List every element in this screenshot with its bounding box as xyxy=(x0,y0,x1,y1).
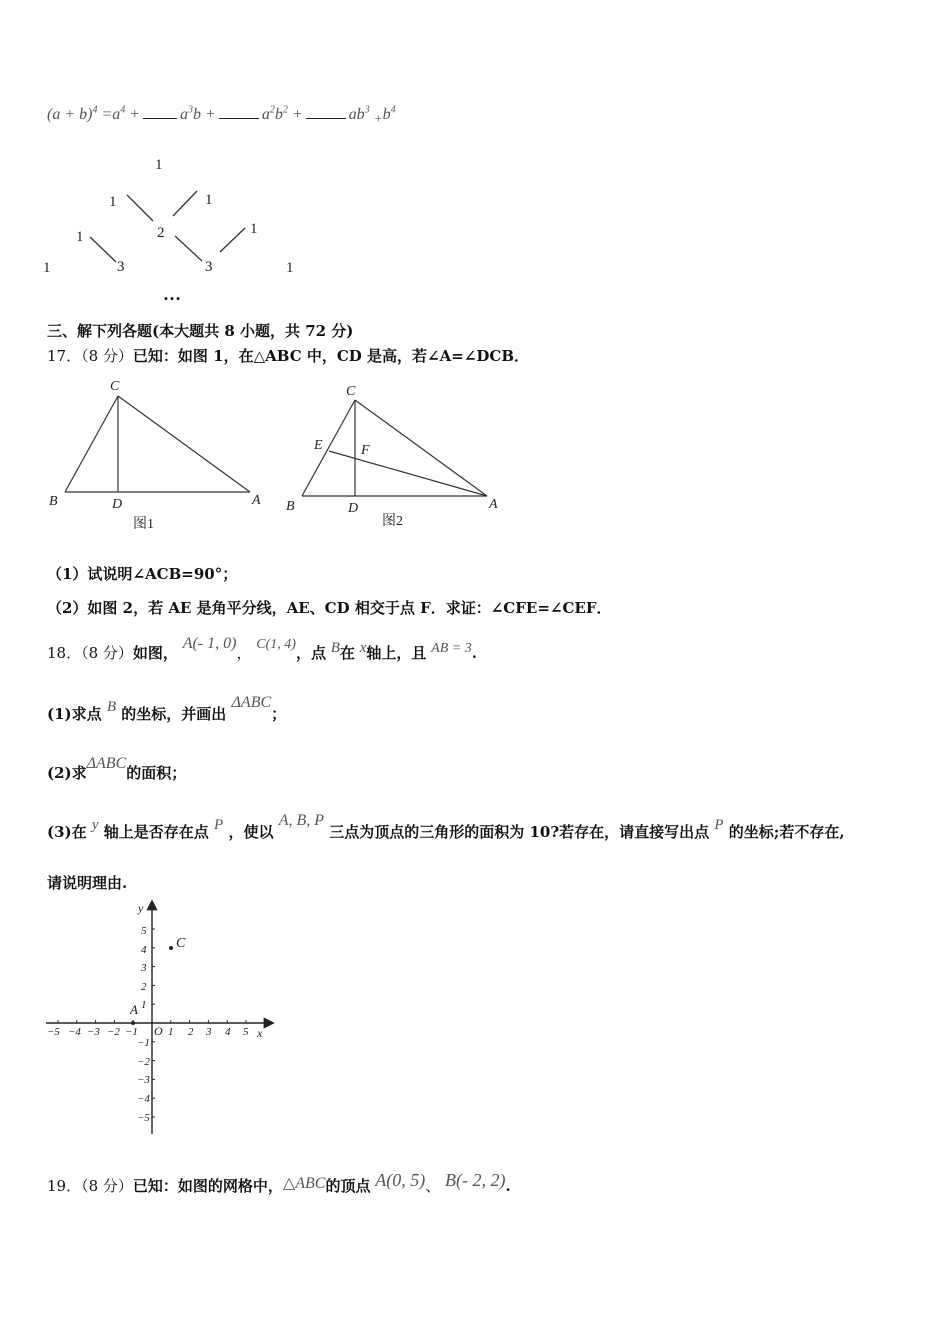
q17-figures xyxy=(40,372,520,537)
q18-p2-triangle: ΔABC xyxy=(86,755,127,772)
q18-part1 xyxy=(47,694,287,724)
q18-text: . xyxy=(471,644,477,662)
q18-comma: ， xyxy=(236,644,252,662)
equals: = xyxy=(101,106,113,123)
plot-origin: O xyxy=(154,1024,163,1038)
pascal-line xyxy=(175,236,202,261)
pascal-r4-3: 3 xyxy=(205,259,213,275)
q19-text: 已知：如图的网格中， xyxy=(132,1177,283,1195)
plot-point-C xyxy=(169,946,173,950)
x-tick-label-4: 4 xyxy=(225,1026,231,1038)
q18-p3-text: (3)在 xyxy=(47,823,87,841)
pascal-r1-1: 1 xyxy=(155,157,163,173)
pascal-line xyxy=(173,191,197,216)
q18-p3-P: P xyxy=(714,817,724,833)
q17-stem xyxy=(47,345,529,366)
term2-b: b xyxy=(274,106,283,123)
y-tick-label-neg4: −4 xyxy=(137,1093,150,1105)
q18-p2-text: (2)求 xyxy=(47,764,87,782)
plot-label-C: C xyxy=(176,936,186,951)
term4-b: b xyxy=(382,106,391,123)
q18-p3-P: P xyxy=(214,817,224,833)
q17-score: （8 分） xyxy=(81,347,133,365)
q18-p3-text: ，使以 xyxy=(228,823,274,841)
q18-p1-triangle: ΔABC xyxy=(231,694,272,711)
term3-ab: ab xyxy=(348,106,365,123)
pascal-r2-2: 1 xyxy=(205,192,213,208)
q17-part1: （1）试说明∠ACB=90°； xyxy=(47,565,238,583)
q18-text: 轴上，且 xyxy=(366,644,427,662)
q18-point-B: B xyxy=(330,640,340,656)
fig2-caption: 图2 xyxy=(382,514,403,529)
q19-end: . xyxy=(505,1177,511,1195)
pascal-line xyxy=(220,228,245,252)
plus-sign: + xyxy=(291,106,303,123)
fig2-label-A: A xyxy=(489,497,498,512)
term1-a: a xyxy=(180,106,189,123)
pascal-r2-1: 1 xyxy=(109,194,117,210)
pascal-r4-4: 1 xyxy=(286,260,294,276)
x-tick-label-2: 2 xyxy=(188,1026,194,1038)
y-tick-label-2: 2 xyxy=(141,981,147,993)
q19-triangle: △ABC xyxy=(282,1175,326,1192)
y-tick-label-1: 1 xyxy=(141,999,147,1011)
fig2-side-BC xyxy=(302,400,355,496)
term3-exponent: 3 xyxy=(364,104,370,116)
plot-x-label: x xyxy=(257,1026,263,1040)
fig1-side-BC xyxy=(65,396,118,492)
pascal-line xyxy=(127,195,153,221)
fig1-label-D: D xyxy=(112,497,123,512)
fig2-bisector-AE xyxy=(329,451,487,496)
y-tick-label-neg5: −5 xyxy=(137,1112,150,1124)
fig1-label-A: A xyxy=(252,493,261,508)
x-tick-label-neg5: −5 xyxy=(47,1026,60,1038)
q18-part2 xyxy=(47,755,187,783)
q19-number: 19． xyxy=(47,1177,82,1195)
term2-b-exponent: 2 xyxy=(282,104,288,116)
y-tick-label-3: 3 xyxy=(141,962,147,974)
plot-y-label: y xyxy=(138,901,144,915)
x-tick-label-1: 1 xyxy=(168,1026,174,1038)
y-tick-label-5: 5 xyxy=(141,925,147,937)
x-tick-label-5: 5 xyxy=(243,1026,249,1038)
binomial-expansion xyxy=(47,104,396,127)
fig2-side-CA xyxy=(355,400,487,496)
fig1-label-C: C xyxy=(110,379,120,394)
plus-sign: + xyxy=(373,111,383,127)
term2-a: a xyxy=(261,106,270,123)
q18-p2-text: 的面积； xyxy=(126,764,187,782)
q18-AB: AB = 3 xyxy=(431,641,472,656)
q19-point-B: B(- 2, 2) xyxy=(445,1170,506,1190)
term4-exponent: 4 xyxy=(390,104,396,116)
q18-text: 如图， xyxy=(132,644,178,662)
q18-point-C: C(1, 4) xyxy=(256,637,296,652)
y-tick-label-4: 4 xyxy=(141,944,147,956)
answer-blank-2[interactable] xyxy=(219,104,259,119)
pascal-ellipsis: … xyxy=(163,284,181,304)
q19-point-A: A(0, 5) xyxy=(375,1170,426,1190)
y-tick-label-neg3: −3 xyxy=(137,1074,150,1086)
q19-score: （8 分） xyxy=(81,1177,133,1195)
fig1-side-CA xyxy=(118,396,250,492)
term2-exponent: 2 xyxy=(269,104,275,116)
answer-blank-1[interactable] xyxy=(143,104,177,119)
term-a4: a xyxy=(112,106,121,123)
fig2-label-F: F xyxy=(361,443,370,458)
q18-point-A: A(- 1, 0) xyxy=(182,635,237,652)
fig2-label-E: E xyxy=(314,438,323,453)
q19-stem xyxy=(47,1170,511,1196)
q18-p3-text: 三点为顶点的三角形的面积为 10?若存在，请直接写出点 xyxy=(329,823,710,841)
pascal-r4-2: 3 xyxy=(117,259,125,275)
q18-p1-text: (1)求点 xyxy=(47,705,102,723)
q17-part2: （2）如图 2，若 AE 是角平分线，AE、CD 相交于点 F．求证：∠CFE=∠CEF． xyxy=(47,599,612,617)
q18-stem xyxy=(47,635,477,663)
lhs-exponent: 4 xyxy=(92,104,98,116)
q19-text: 的顶点 xyxy=(325,1177,371,1195)
q18-p1-text: ； xyxy=(271,705,287,723)
y-tick-label-neg1: −1 xyxy=(137,1037,150,1049)
y-tick-label-neg2: −2 xyxy=(137,1056,150,1068)
fig2-label-D: D xyxy=(348,501,359,516)
pascal-r3-3: 1 xyxy=(250,221,258,237)
section-heading: 三、解下列各题(本大题共 8 小题，共 72 分) xyxy=(47,322,354,340)
q17-number: 17． xyxy=(47,347,82,365)
plus-sign: + xyxy=(205,106,216,123)
q18-p1-B: B xyxy=(106,699,117,715)
fig1-label-B: B xyxy=(49,494,58,509)
q18-p3-y: y xyxy=(91,817,99,833)
q18-number: 18． xyxy=(47,644,82,662)
term-a4-exponent: 4 xyxy=(120,104,126,116)
plot-point-A xyxy=(131,1021,135,1025)
plus-sign: + xyxy=(129,106,141,123)
q19-sep: 、 xyxy=(425,1177,441,1195)
pascal-r3-2: 2 xyxy=(157,225,165,241)
q18-p3-text: 的坐标;若不存在, xyxy=(728,823,845,841)
q18-p1-text: 的坐标，并画出 xyxy=(121,705,227,723)
binomial-lhs: (a + b) xyxy=(47,106,93,123)
q18-part3 xyxy=(47,812,845,842)
x-tick-label-neg2: −2 xyxy=(107,1026,120,1038)
pascal-r3-1: 1 xyxy=(76,229,84,245)
x-tick-label-neg1: −1 xyxy=(125,1026,138,1038)
x-tick-label-neg3: −3 xyxy=(87,1026,100,1038)
fig2-label-C: C xyxy=(346,384,356,399)
q18-p3-points: A, B, P xyxy=(278,812,325,829)
fig1-caption: 图1 xyxy=(133,517,154,532)
q18-coordinate-plot xyxy=(40,896,280,1138)
plot-label-A: A xyxy=(130,1002,138,1017)
x-tick-label-3: 3 xyxy=(206,1026,212,1038)
answer-blank-3[interactable] xyxy=(306,104,346,119)
q18-x: x xyxy=(359,640,367,656)
pascal-r4-1: 1 xyxy=(43,260,51,276)
q18-text: ，点 xyxy=(295,644,326,662)
pascal-line xyxy=(90,237,116,262)
q18-part3-cont: 请说明理由. xyxy=(47,874,128,892)
q18-score: （8 分） xyxy=(81,644,133,662)
term1-exponent: 3 xyxy=(188,104,194,116)
q17-text: 已知：如图 1，在△ABC 中，CD 是高，若∠A=∠DCB． xyxy=(132,347,529,365)
q18-text: 在 xyxy=(339,644,355,662)
pascal-triangle xyxy=(30,148,320,308)
q18-p3-text: 轴上是否存在点 xyxy=(103,823,209,841)
fig2-label-B: B xyxy=(286,499,295,514)
x-tick-label-neg4: −4 xyxy=(68,1026,81,1038)
term1-b: b xyxy=(193,106,202,123)
